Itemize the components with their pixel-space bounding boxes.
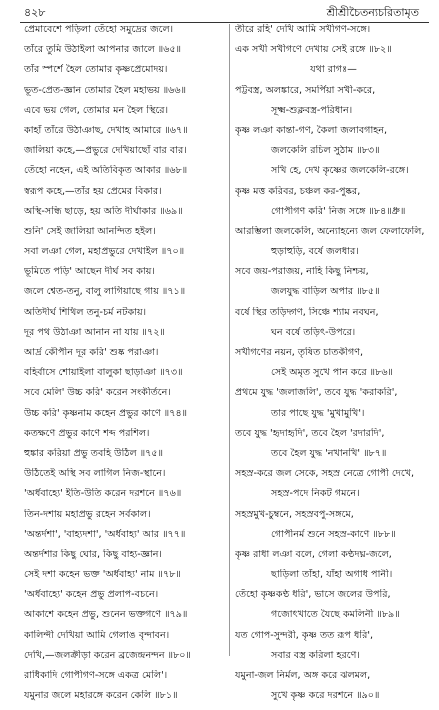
verse-line: উচ্চ করি' কৃষ্ণনাম কহেন প্রভুর কাণে ॥৭৪॥: [24, 407, 188, 419]
page-header: [0, 0, 439, 22]
raga-heading: যথা রাগঃ—: [310, 64, 357, 76]
verse-line: কতক্ষণে প্রভুর কাণে শব্দ পরশিল।: [24, 427, 150, 439]
verse-line: 'অর্ধবাহ্যে' ইতি-উতি করেন দরশনে ॥৭৬॥: [24, 488, 182, 500]
verse-line: জলে শ্বেত-তনু, বালু লাগিয়াছে গায় ॥৭১॥: [24, 286, 186, 298]
verse-line: 'অন্তর্দশা', 'বাহ্যদশা', 'অর্ধবাহ্য' আর ॥৭৭॥: [24, 528, 186, 540]
header-rule: [20, 22, 429, 23]
running-title: শ্রীশ্রীচৈতন্যচরিতামৃত: [326, 6, 419, 19]
verse-line: ভূমিতে পড়ি' আছেন দীর্ঘ সব কায়।: [24, 266, 155, 278]
verse-line: পট্টবস্ত্র, অলঙ্কারে, সমর্পিয়া সখী-করে,: [235, 84, 376, 96]
verse-line: হুঙ্কার করিয়া প্রভু তবহিঁ উঠিল ॥৭৫॥: [24, 447, 164, 459]
verse-line: কালিন্দী দেখিয়া আমি গেলাঙ বৃন্দাবন।: [24, 629, 170, 641]
verse-line: সেই দশা কহেন ভক্ত 'অর্ধবাহ্য' নাম ॥৭৮॥: [24, 569, 181, 581]
verse-line: দেখি,—জলক্রীড়া করেন ব্রজেন্দ্রনন্দন ॥৮০॥: [24, 649, 191, 661]
verse-line: সহস্র-করে জল সেকে, সহস্র নেত্রে গোপী দেখে,: [235, 468, 415, 480]
verse-line: সুখে কৃষ্ণ করে দরশনে ॥৯০॥: [271, 690, 380, 702]
verse-line: আর্দ্র কৌপীন দূর করি' শুষ্ক পরাঞা।: [24, 347, 159, 358]
verse-line: অতিদীর্ঘ শিথিল তনু-চর্ম নটকায়।: [24, 306, 147, 318]
verse-line: সহস্রমুখ-চুম্বনে, সহস্রবপু-সঙ্গমে,: [235, 508, 354, 520]
verse-line: দূর পথ উঠাঞা আনান না যায় ॥৭২॥: [24, 326, 165, 338]
verse-line: তাঁর স্পর্শে হৈল তোমার কৃষ্ণপ্রেমোদয়।: [24, 64, 168, 76]
verse-line: বর্ষে স্থির তড়িদ্গণ, সিঞ্চে শ্যাম নবঘন,: [235, 306, 379, 318]
verse-line: গজোৎখাতে যৈছে কমলিনী ॥৮৯॥: [271, 609, 400, 621]
verse-line: সহস্র-পদে নিকট গমনে।: [271, 488, 360, 500]
page-number: ৪২৮: [24, 6, 46, 19]
verse-line: হুড়াহুড়ি, বর্ষে জলধার।: [271, 246, 359, 258]
verse-line: তাঁরে তুমি উঠাইলা আপনার জালে ॥৬৫॥: [24, 44, 182, 56]
verse-line: বহির্বাসে শোয়াইলা বালুকা ছাড়াঞা ॥৭৩॥: [24, 367, 183, 379]
verse-line: যমুনা-জল নির্মল, অঙ্গ করে ঝলমল,: [235, 670, 371, 681]
verse-line: সবে মেলি' উচ্চ করি' করেন সংকীর্তনে।: [24, 387, 171, 399]
verse-line: কৃষ্ণ রাধা লঞা বলে, গেলা কণ্ঠদঘ্ন-জলে,: [235, 548, 392, 560]
verse-line: অস্থি-সন্ধি ছাড়ে, হয় অতি দীর্ঘাকার ॥৬৯॥: [24, 205, 183, 217]
left-column: [24, 24, 227, 710]
verse-line: সবার বস্ত্র করিলা হরণে।: [271, 649, 360, 661]
verse-line: অন্তর্দশার কিছু ঘোর, কিছু বাহ্য-জ্ঞান।: [24, 548, 162, 560]
verse-line: জালিয়া কহে,—প্রভুরে দেখিয়াছোঁ বার বার।: [24, 145, 187, 157]
right-column: [235, 24, 432, 710]
verse-line: তিন-দশায় মহাপ্রভু রহেন সর্বকাল।: [24, 508, 151, 520]
verse-line: তেঁহো নহেন, এই অতিবিকৃত আকার ॥৬৮॥: [24, 165, 188, 177]
verse-line: এবে ভয় গেল, তোমার মন হৈল স্থিরে।: [24, 104, 169, 116]
verse-line: তীরে রহি' দেখি আমি সখীগণ-সঙ্গে।: [235, 24, 371, 35]
verse-line: স্বরূপ কহে,—তাঁর হয় প্রেমের বিকার।: [24, 185, 162, 197]
verse-line: 'অর্ধবাহ্যে' কহেন প্রভু প্রলাপ-বচনে।: [24, 589, 159, 601]
verse-line: শুনি' সেই জালিয়া আনন্দিত হইল।: [24, 225, 156, 237]
verse-line: ঘন বর্ষে তড়িৎ-উপরে।: [271, 326, 356, 338]
verse-line: তেঁহো কৃষ্ণকণ্ঠ ধরি', ভাসে জলের উপরি,: [235, 589, 391, 601]
verse-line: আরম্ভিলা জলকেলি, অন্যোহন্যে জল ফেলাফেলি,: [235, 225, 425, 237]
verse-line: সবে জয়-পরাজয়, নাহি কিছু নিশ্চয়,: [235, 266, 369, 278]
verse-line: আকাশে কহেন প্রভু, শুনেন ভক্তগণে ॥৭৯॥: [24, 609, 188, 621]
verse-line: কৃষ্ণ লঞা কান্তা-গণ, কৈলা জলাবগাহন,: [235, 124, 388, 136]
verse-line: কৃষ্ণ মত্ত করিবর, চঞ্চল কর-পুষ্কর,: [235, 185, 361, 197]
verse-line: প্রেমাবেশে পড়িলা তেঁহো সমুদ্রের জলে।: [24, 24, 174, 35]
verse-line: উঠিতেই অস্থি সব লাগিল নিজ-স্থানে।: [24, 468, 166, 480]
verse-line: সখি হে, দেখ কৃষ্ণের জলকেলি-রঙ্গে।: [271, 165, 409, 177]
verse-line: প্রথমে যুদ্ধ 'জলাজলি', তবে যুদ্ধ 'করাকরি',: [235, 387, 398, 399]
verse-line: জলকেলি রচিল সুঠাম ॥৮৩॥: [271, 145, 380, 157]
verse-line: সেই অমৃত সুখে পান করে ॥৮৬॥: [271, 367, 393, 379]
verse-line: ভূত-প্রেত-জ্ঞান তোমার হৈল মহাভয় ॥৬৬॥: [24, 84, 187, 96]
verse-line: রাধিকাদি গোপীগণ-সঙ্গে একত্র মেলি'।: [24, 670, 168, 681]
verse-line: তবে যুদ্ধ 'হৃদাহৃদি', তবে হৈল 'রদারদি',: [235, 427, 385, 439]
verse-line: যমুনার জলে মহারঙ্গে করেন কেলি ॥৮১॥: [24, 690, 178, 702]
verse-line: যত গোপ-সুন্দরী, কৃষ্ণ তত রূপ ধরি',: [235, 629, 374, 641]
verse-line: গোপীনর্ম শুনে সহস্র-কাণে ॥৮৮॥: [271, 528, 396, 540]
verse-line: ছাড়িলা তাঁহা, যাঁহা অগাধ পানী।: [271, 569, 393, 581]
verse-line: সূক্ষ্ম-শুক্লবস্ত্র-পরিধান।: [271, 104, 353, 116]
verse-line: তবে হৈল যুদ্ধ 'নখানখি' ॥৮৭॥: [271, 447, 387, 459]
verse-line: সখীগণের নয়ন, তৃষিত চাতকীগণ,: [235, 347, 364, 358]
verse-line: গোপীগণ করি' নিজ সঙ্গে ॥৮৪॥ধ্রু॥: [271, 205, 406, 217]
verse-line: তার পাছে যুদ্ধ 'মুখামুখি'।: [271, 407, 365, 419]
column-divider: [229, 24, 230, 656]
verse-line: এক সখী সখীগণে দেখায় সেই রঙ্গে ॥৮২॥: [235, 44, 392, 56]
verse-line: জলযুদ্ধ বাড়িল অপার ॥৮৫॥: [271, 286, 380, 298]
verse-line: সবা লঞা গেল, মহাপ্রভুরে দেখাইল ॥৭০॥: [24, 246, 185, 258]
verse-line: কাহাঁ তাঁরে উঠাঞাছ, দেখাহ আমারে ॥৬৭॥: [24, 124, 188, 136]
